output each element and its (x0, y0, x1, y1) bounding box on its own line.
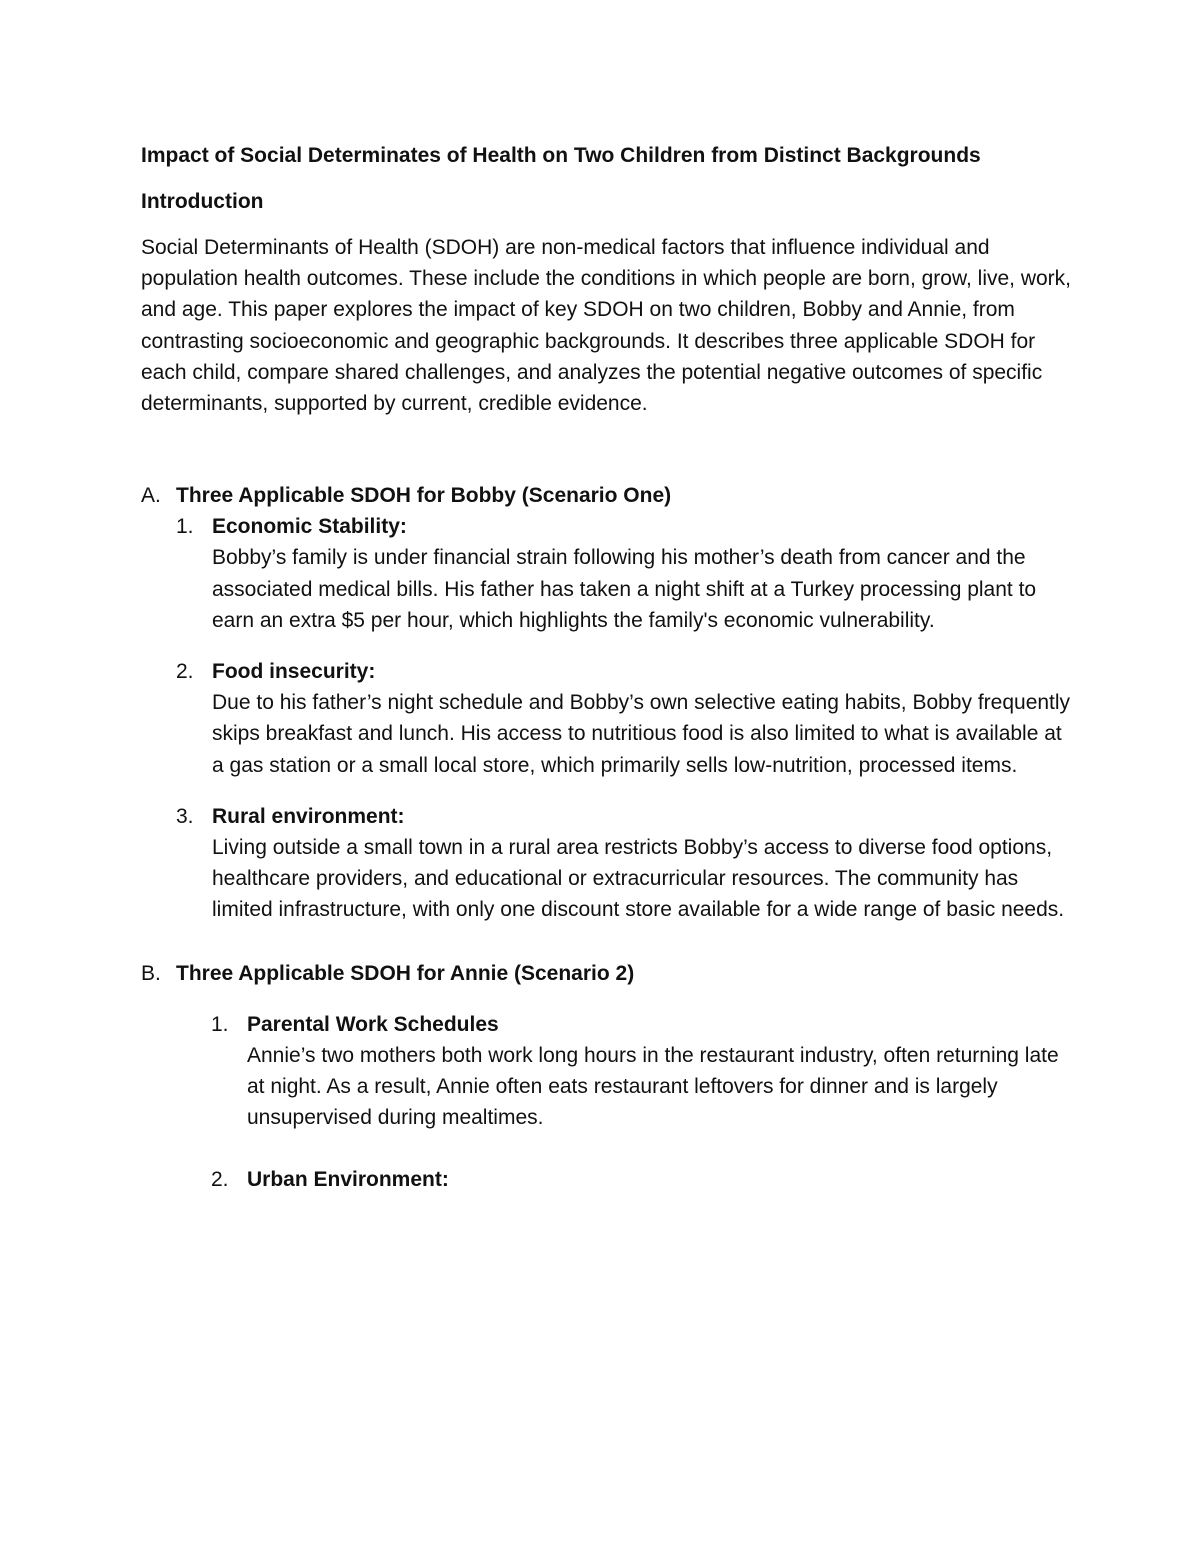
list-number: 1. (211, 1012, 229, 1036)
section-a-heading (141, 480, 1071, 511)
item-text: Due to his father’s night schedule and Bobby’s own selective eating habits, Bobby frequently skips breakfast and lunch. His access to nutritious food is also limited to what is available at a gas station or a small local store, which primarily sells low-nutrition, processed items. (212, 691, 1071, 777)
list-item (141, 1009, 1071, 1134)
list-item (141, 656, 1071, 781)
list-number: 3. (176, 804, 194, 828)
list-item (141, 801, 1071, 926)
section-a-list (141, 511, 1071, 925)
item-label: Economic Stability: (212, 515, 407, 539)
item-text: Annie’s two mothers both work long hours in the restaurant industry, often returning late at night. As a result, Annie often eats restaurant leftovers for dinner and is largely unsupervised during mealtimes. (247, 1043, 1059, 1130)
section-heading: Three Applicable SDOH for Annie (Scenario 2) (176, 961, 635, 985)
document-title: Impact of Social Determinates of Health on Two Children from Distinct Backgrounds (141, 144, 981, 167)
list-number: 2. (211, 1168, 229, 1192)
list-item (141, 1164, 1071, 1195)
item-label: Urban Environment: (247, 1168, 449, 1192)
item-label: Rural environment: (212, 804, 405, 828)
item-label: Parental Work Schedules (247, 1012, 499, 1036)
introduction-paragraph: Social Determinants of Health (SDOH) are non-medical factors that influence individual and population health outcomes. These include the conditions in which people are born, grow, live, work, and age. This paper explores the impact of key SDOH on two children, Bobby and Annie, from contrasting socioeconomic and geographic backgrounds. It describes three applicable SDOH for each child, compare shared challenges, and analyzes the potential negative outcomes of specific determinants, supported by current, credible evidence. (141, 236, 1072, 416)
section-heading: Three Applicable SDOH for Bobby (Scenario One) (176, 484, 672, 508)
list-number: 1. (176, 515, 194, 539)
item-text: Bobby’s family is under financial strain following his mother’s death from cancer and the associated medical bills. His father has taken a night shift at a Turkey processing plant to earn an extra $5 per hour, which highlights the family's economic vulnerability. (212, 546, 1037, 632)
list-number: 2. (176, 660, 194, 684)
section-marker: A. (141, 484, 161, 508)
list-item (141, 511, 1071, 636)
section-marker: B. (141, 961, 161, 985)
section-b-heading (141, 958, 1071, 989)
item-label: Food insecurity: (212, 660, 376, 684)
section-b-list (141, 1009, 1071, 1196)
document-content (141, 140, 1071, 1196)
introduction-heading: Introduction (141, 190, 264, 213)
item-text: Living outside a small town in a rural area restricts Bobby’s access to diverse food options, healthcare providers, and educational or extracurricular resources. The community has limited infrastructure, with only one discount store available for a wide range of basic needs. (212, 836, 1065, 922)
